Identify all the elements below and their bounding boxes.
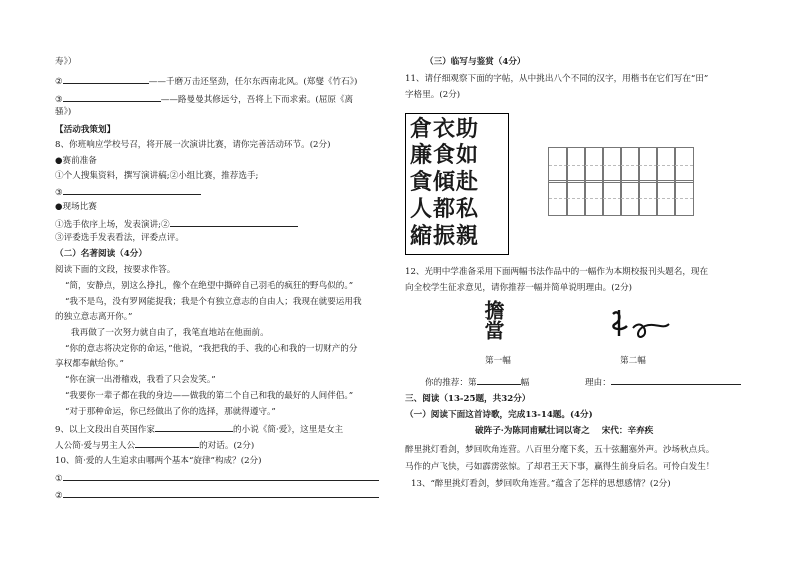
tianzi-cell[interactable]: [656, 147, 676, 183]
live-item-1: [55, 217, 298, 231]
answer-blank[interactable]: [155, 422, 233, 432]
answer-blank[interactable]: [63, 74, 149, 84]
activity-heading: 【活动我策划】: [55, 125, 116, 135]
calligraphy-row: 廉食如: [410, 142, 480, 168]
tianzi-cell[interactable]: [602, 180, 622, 216]
calligraphy-row: 人都私: [410, 196, 480, 222]
work-1-characters: 擔當: [481, 300, 505, 340]
cursive-script-image: [605, 306, 675, 342]
tianzi-cell[interactable]: [548, 180, 568, 216]
calligraphy-copybook: [405, 113, 509, 255]
item-number: ③: [55, 188, 63, 198]
tianzi-cell[interactable]: [656, 180, 676, 216]
tianzi-grid-row-1: [548, 147, 694, 183]
passage-line: “你的意志将决定你的命运，”他说，“我把我的手、我的心和我的一切财产的分: [65, 344, 358, 354]
item-number: ②: [55, 77, 63, 87]
question-text: 9、以上文段出自英国作家: [55, 425, 155, 435]
answer-blank[interactable]: [63, 92, 161, 102]
answer-blank[interactable]: [63, 488, 379, 498]
poem-line: 马作的卢飞快，弓如霹雳弦惊。了却君王天下事，赢得生前身后名。可怜白发生！: [405, 462, 715, 472]
work-1-label: 第一幅: [485, 356, 511, 366]
answer-blank[interactable]: [63, 185, 201, 195]
live-heading: ●现场比赛: [55, 202, 97, 212]
fill-item-2: [55, 74, 357, 88]
question-13: 13、“醉里挑灯看剑，梦回吹角连营。”蕴含了怎样的思想感情？(2分): [411, 479, 671, 489]
answer-blank[interactable]: [63, 471, 379, 481]
answer-blank[interactable]: [135, 438, 199, 448]
tianzi-cell[interactable]: [638, 147, 658, 183]
quote-source: 骚》): [55, 107, 72, 117]
passage-line: 享权都奉献给你。”: [55, 359, 124, 369]
recommend-line: [425, 375, 529, 389]
work-2-label: 第二幅: [620, 356, 646, 366]
question-11: 11、请仔细观察下面的字帖，从中挑出八个不同的汉字，用楷书在它们写在“田”: [405, 74, 709, 84]
tianzi-cell[interactable]: [548, 147, 568, 183]
reason-label: 理由：: [585, 378, 611, 388]
question-text: 的对话。(2分): [199, 441, 255, 451]
calligraphy-work-2: [605, 306, 675, 342]
question-11-cont: 字格里。(2分): [405, 90, 461, 100]
tianzi-cell[interactable]: [674, 147, 694, 183]
quote-text: ——千磨万击还坚劲，任尔东西南北风。(郑燮《竹石》): [148, 77, 358, 87]
reason-line: [585, 375, 741, 389]
poem-line-end: 寿》）: [55, 57, 77, 67]
item-number: ①: [55, 474, 63, 484]
passage-line: “我不是鸟，没有罗网能捉我；我是个有独立意志的自由人；我现在就要运用我: [65, 297, 362, 307]
reading-section-heading: 三、阅读（13-25题，共32分）: [405, 394, 531, 404]
calligraphy-row: 倉衣助: [410, 116, 480, 142]
tianzi-cell[interactable]: [602, 147, 622, 183]
answer-line-1: [55, 471, 379, 485]
live-item-2: ③评委选手发表看法，评委点评。: [55, 233, 184, 243]
item-number: ③: [55, 95, 63, 105]
recommend-blank[interactable]: [477, 375, 521, 385]
poem-question-heading: （一）阅读下面这首诗歌，完成13-14题。(4分): [405, 410, 593, 420]
passage-line: “我要你一辈子都在我的身边——做我的第二个自己和我的最好的人间伴侣。”: [65, 391, 354, 401]
passage-line: “你在演一出滑稽戏，我看了只会发笑。”: [65, 375, 216, 385]
calligraphy-row: 貪傾赴: [410, 169, 480, 195]
poem-title-text: 破阵子·为陈同甫赋壮词以寄之: [475, 426, 590, 436]
tianzi-cell[interactable]: [584, 180, 604, 216]
reason-blank[interactable]: [611, 375, 741, 385]
section-2-heading: （二）名著阅读（4分）: [55, 249, 147, 259]
recommend-suffix: 幅: [520, 378, 530, 388]
question-9: [55, 422, 343, 436]
tianzi-cell[interactable]: [584, 147, 604, 183]
calligraphy-work-1: [483, 300, 533, 346]
poem-line: 醉里挑灯看剑，梦回吹角连营。八百里分麾下炙，五十弦翻塞外声。沙场秋点兵。: [405, 445, 715, 455]
passage-line: “对于那种命运，你已经做出了你的选择，那就得遵守。”: [65, 407, 276, 417]
prep-heading: ●赛前准备: [55, 156, 97, 166]
tianzi-cell[interactable]: [566, 180, 586, 216]
item-text: ①选手依序上场，发表演讲;②: [55, 220, 170, 230]
passage-line: “简，安静点，别这么挣扎，像个在绝望中撕碎自己羽毛的疯狂的野鸟似的。”: [65, 281, 354, 291]
prep-item-2: [55, 185, 201, 199]
passage-line: 的独立意志离开你。”: [55, 312, 133, 322]
recommend-label: 你的推荐：第: [425, 378, 477, 388]
quote-text: ——路曼曼其修远兮，吾将上下而求索。(屈原《离: [160, 95, 354, 105]
tianzi-cell[interactable]: [620, 180, 640, 216]
section-3-heading: （三）临写与鉴赏（4分）: [425, 57, 526, 67]
question-8: 8、你班响应学校号召，将开展一次演讲比赛，请你完善活动环节。(2分): [55, 140, 331, 150]
question-text: 的小说《简·爱》，这里是女主: [233, 425, 344, 435]
tianzi-cell[interactable]: [638, 180, 658, 216]
tianzi-cell[interactable]: [620, 147, 640, 183]
prep-item-1: ①个人搜集资料，撰写演讲稿;②小组比赛，推荐选手;: [55, 171, 259, 181]
tianzi-cell[interactable]: [674, 180, 694, 216]
passage-line: 我再做了一次努力就自由了，我笔直地站在他面前。: [71, 328, 269, 338]
answer-line-2: [55, 488, 379, 502]
item-number: ②: [55, 491, 63, 501]
calligraphy-row: 縮振親: [410, 223, 480, 249]
tianzi-cell[interactable]: [566, 147, 586, 183]
answer-blank[interactable]: [170, 217, 298, 227]
question-12: 12、光明中学准备采用下面两幅书法作品中的一幅作为本期校报刊头题名，现在: [405, 267, 709, 277]
tianzi-grid-row-2: [548, 180, 694, 216]
read-intro: 阅读下面的文段，按要求作答。: [55, 265, 176, 275]
question-9-cont: [55, 438, 254, 452]
question-12-cont: 向全校学生征求意见，请你推荐一幅并简单说明理由。(2分): [405, 283, 633, 293]
fill-item-3: [55, 92, 353, 106]
question-10: 10、简·爱的人生追求由哪两个基本“旋律”构成？(2分): [55, 456, 262, 466]
question-text: 人公简·爱与男主人公: [55, 441, 136, 451]
poem-title: [475, 425, 653, 437]
poem-author: 宋代：辛弃疾: [601, 426, 654, 436]
